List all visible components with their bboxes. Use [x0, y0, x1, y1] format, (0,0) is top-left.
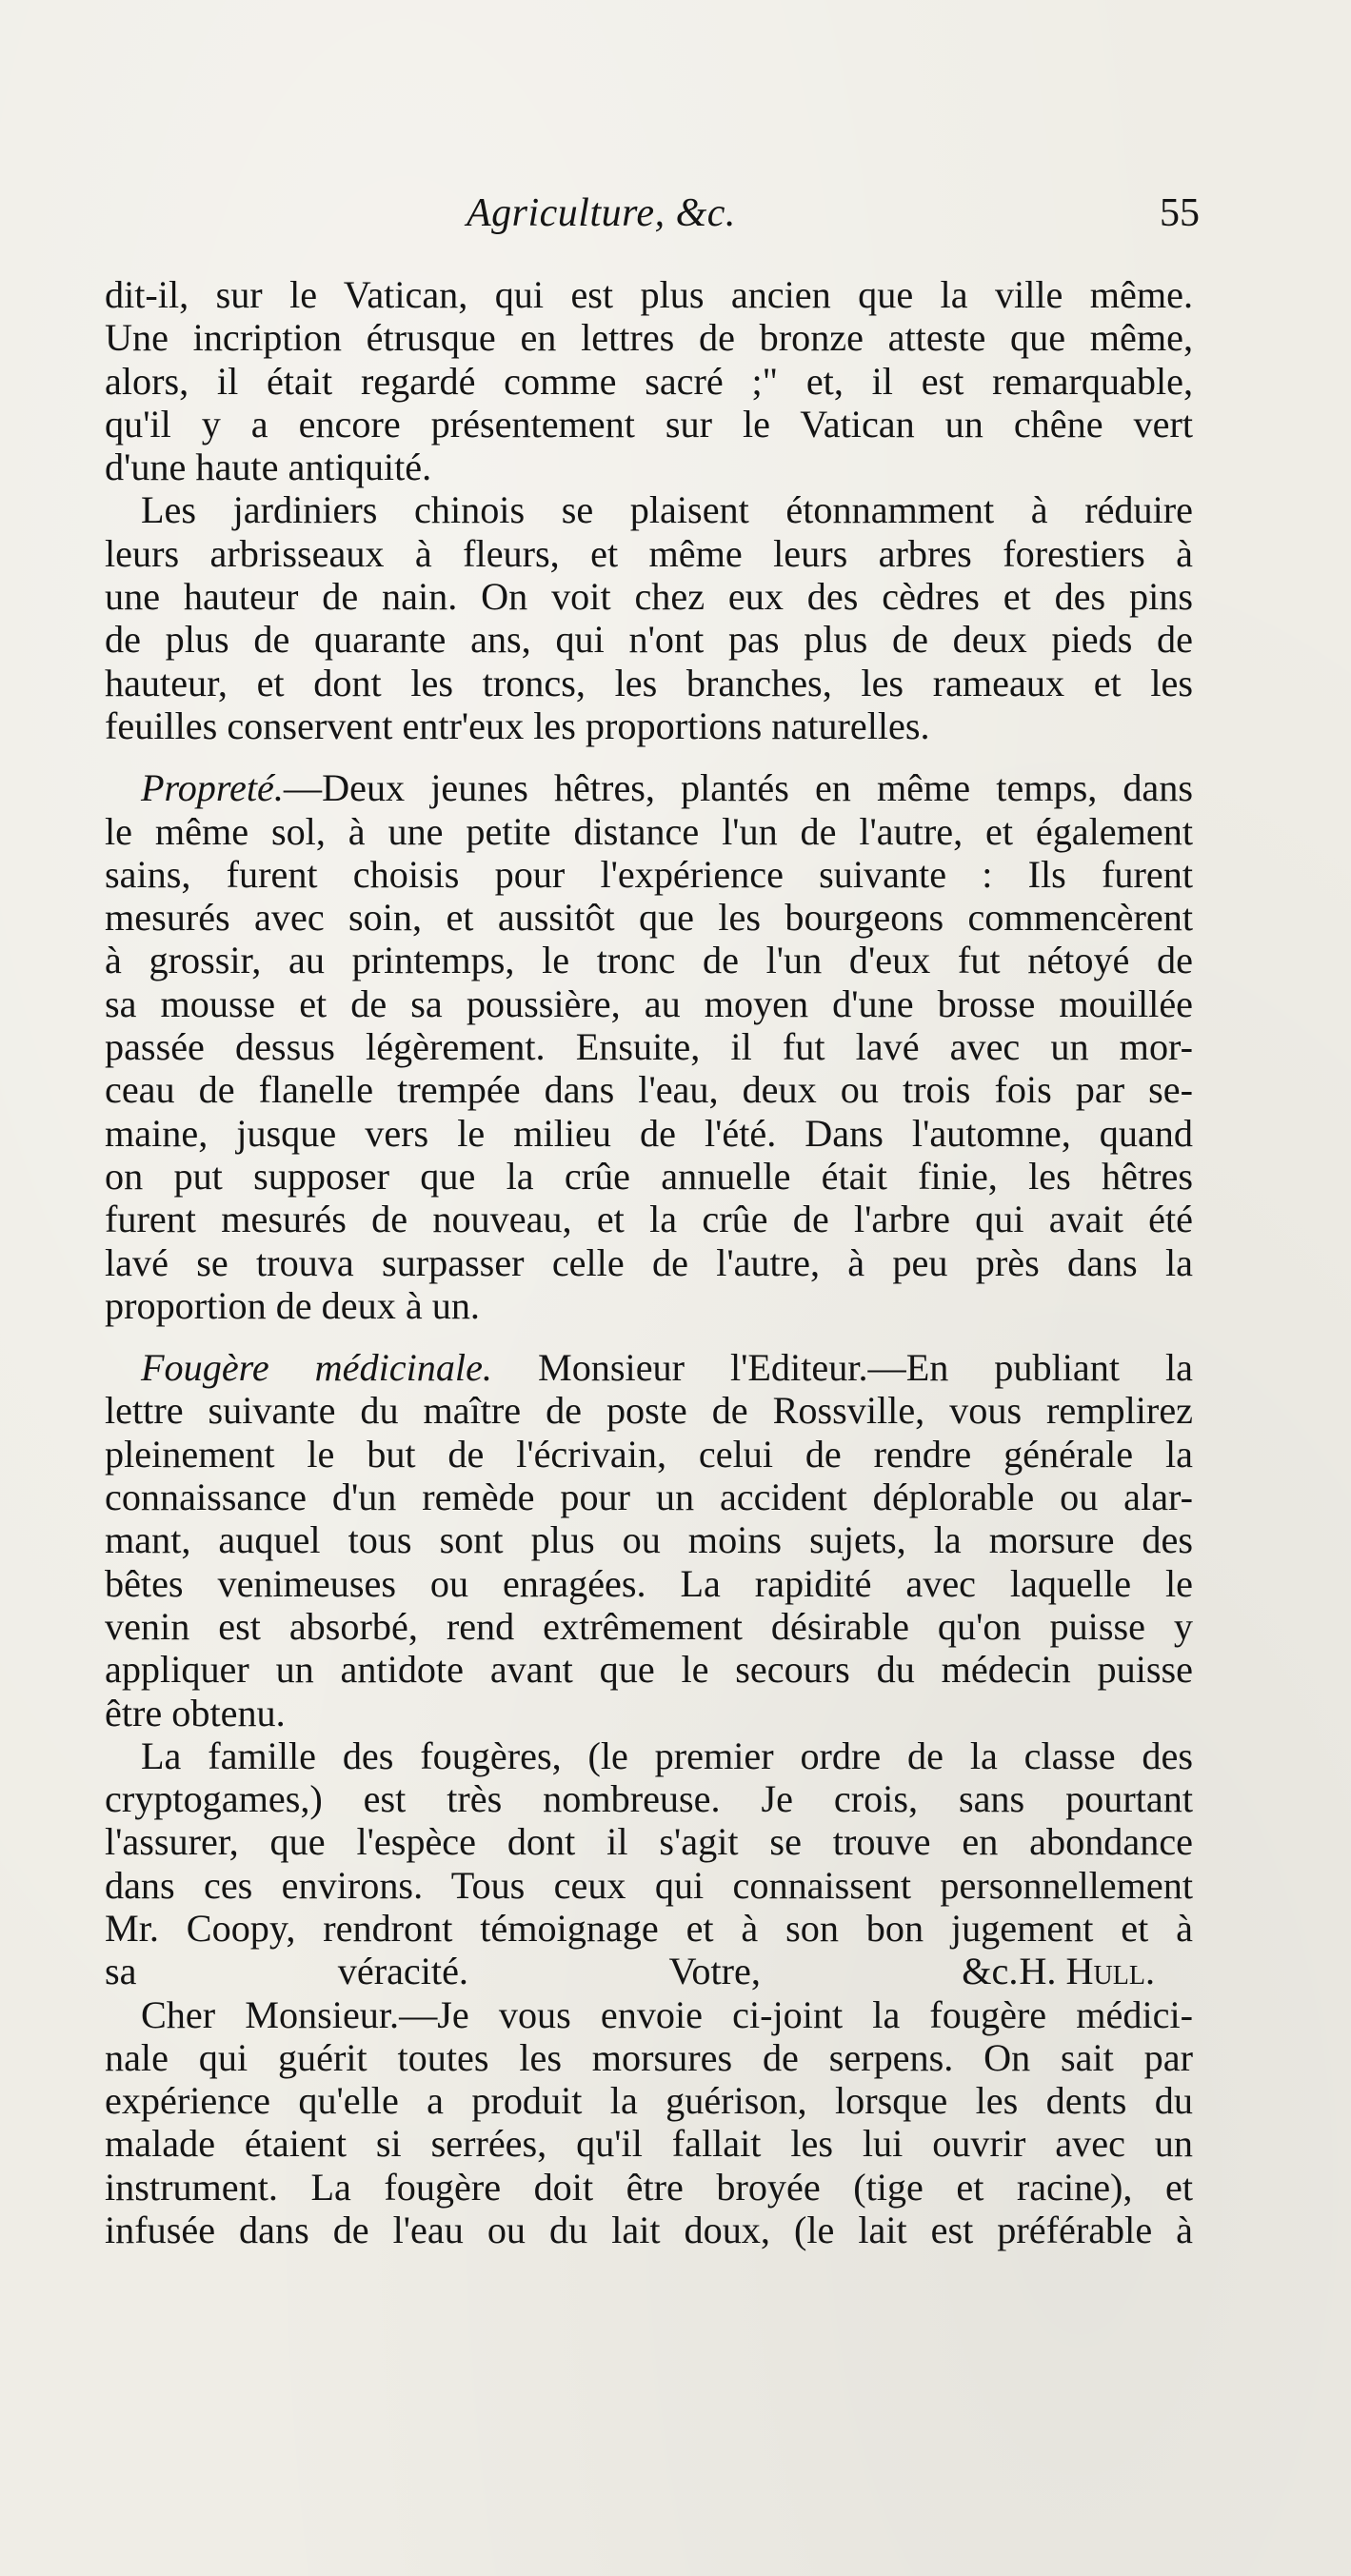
text-line: ceau de flanelle trempée dans l'eau, deux ou trois fois par se-	[105, 1068, 1193, 1112]
text-line: de plus de quarante ans, qui n'ont pas plus de deux pieds de	[105, 618, 1193, 662]
text-line: maine, jusque vers le milieu de l'été. Dans l'automne, quand	[105, 1111, 1193, 1155]
text-line	[105, 1346, 1193, 1389]
text-line: pleinement le but de l'écrivain, celui de rendre générale la	[105, 1432, 1193, 1476]
text-line	[105, 766, 1193, 809]
text-line: Les jardiniers chinois se plaisent étonnamment à réduire	[141, 488, 1193, 532]
text-line: connaissance d'un remède pour un accident déplorable ou alar-	[105, 1476, 1193, 1519]
text-line: bêtes venimeuses ou enragées. La rapidité avec laquelle le	[105, 1561, 1193, 1605]
section-heading-proprete: Propreté.	[141, 766, 284, 810]
text-line: d'une haute antiquité.	[105, 446, 432, 489]
text-line: instrument. La fougère doit être broyée (tige et racine), et	[105, 2165, 1193, 2209]
text-line: infusée dans de l'eau ou du lait doux, (le lait est préférable à	[105, 2209, 1193, 2252]
text-line: venin est absorbé, rend extrêmement désirable qu'on puisse y	[105, 1604, 1193, 1648]
page-header	[105, 190, 1200, 248]
text-line: on put supposer que la crûe annuelle était finie, les hêtres	[105, 1154, 1193, 1198]
text-line: sa mousse et de sa poussière, au moyen d'une brosse mouillée	[105, 981, 1193, 1025]
text-line: proportion de deux à un.	[105, 1283, 480, 1327]
text-line: qu'il y a encore présentement sur le Vatican un chêne vert	[105, 402, 1193, 446]
text-line: expérience qu'elle a produit la guérison, lorsque les dents du	[105, 2079, 1193, 2123]
text-line: l'assurer, que l'espèce dont il s'agit se trouve en abondance	[105, 1820, 1193, 1864]
text-line: à grossir, au printemps, le tronc de l'un d'eux fut nétoyé de	[105, 939, 1193, 982]
paragraph-vatican	[105, 273, 1193, 488]
text-line: hauteur, et dont les troncs, les branches, les rameaux et les	[105, 661, 1193, 704]
text-line: alors, il était regardé comme sacré ;" et, il est remarquable,	[105, 359, 1193, 403]
paragraph-jardiniers	[105, 488, 1193, 747]
text-fragment: sa véracité. Votre, &c.	[105, 1950, 1019, 1993]
text-line: une hauteur de nain. On voit chez eux des cèdres et des pins	[105, 575, 1193, 619]
section-heading-fougere: Fougère médicinale.	[141, 1346, 492, 1390]
text-line: dans ces environs. Tous ceux qui connaissent personnellement	[105, 1863, 1193, 1907]
text-line: La famille des fougères, (le premier ordre de la classe des	[141, 1734, 1193, 1777]
text-line: lavé se trouva surpasser celle de l'autre, à peu près dans la	[105, 1240, 1193, 1284]
text-line: mant, auquel tous sont plus ou moins sujets, la morsure des	[105, 1518, 1193, 1562]
paragraph-cher-monsieur	[105, 1993, 1193, 2252]
paragraph-proprete	[105, 766, 1193, 1327]
text-line: furent mesurés de nouveau, et la crûe de l'arbre qui avait été	[105, 1198, 1193, 1241]
text-fragment: —Deux jeunes hêtres, plantés en même temps, dans	[283, 766, 1193, 810]
body-text	[105, 273, 1193, 2251]
text-line: mesurés avec soin, et aussitôt que les bourgeons commencèrent	[105, 896, 1193, 940]
text-line: Mr. Coopy, rendront témoignage et à son bon jugement et à	[105, 1906, 1193, 1950]
text-line: sains, furent choisis pour l'expérience suivante : Ils furent	[105, 852, 1193, 896]
text-line: passée dessus légèrement. Ensuite, il fut lavé avec un mor-	[105, 1025, 1193, 1069]
text-line: être obtenu.	[105, 1691, 286, 1734]
text-line: Cher Monsieur.—Je vous envoie ci-joint la fougère médici-	[141, 1992, 1193, 2036]
text-line: cryptogames,) est très nombreuse. Je crois, sans pourtant	[105, 1777, 1193, 1821]
text-line: Une incription étrusque en lettres de bronze atteste que même,	[105, 316, 1193, 360]
running-title: Agriculture, &c.	[467, 191, 736, 235]
text-fragment: Monsieur l'Editeur.—En publiant la	[537, 1346, 1193, 1390]
paragraph-famille	[105, 1734, 1193, 1993]
text-line: dit-il, sur le Vatican, qui est plus ancien que la ville même.	[105, 273, 1193, 316]
text-line: malade étaient si serrées, qu'il fallait les lui ouvrir avec un	[105, 2122, 1193, 2166]
text-line: nale qui guérit toutes les morsures de serpens. On sait par	[105, 2035, 1193, 2079]
text-line: lettre suivante du maître de poste de Rossville, vous remplirez	[105, 1389, 1193, 1433]
text-line: le même sol, à une petite distance l'un de l'autre, et également	[105, 809, 1193, 853]
page-number: 55	[1160, 191, 1200, 235]
text-line: leurs arbrisseaux à fleurs, et même leurs arbres forestiers à	[105, 531, 1193, 575]
text-line: appliquer un antidote avant que le secours du médecin puisse	[105, 1648, 1193, 1692]
paragraph-fougere	[105, 1346, 1193, 1734]
signature: H. Hull.	[1019, 1950, 1155, 1993]
text-line: feuilles conservent entr'eux les proportions naturelles.	[105, 703, 930, 747]
text-line	[105, 1950, 1193, 1992]
